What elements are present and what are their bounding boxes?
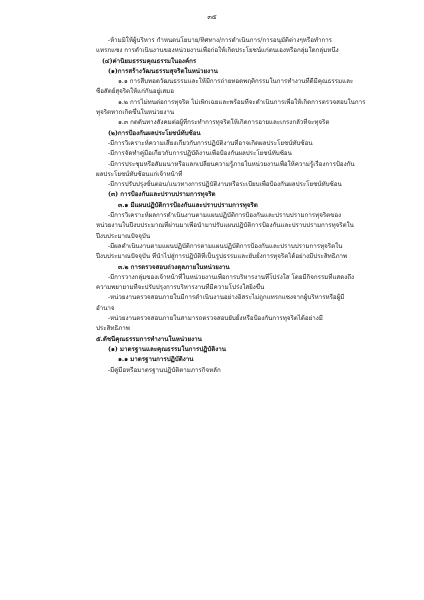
text-line: -มีคู่มือหรือมาตรฐานปฏิบัติตามภารกิจหลัก — [108, 366, 221, 374]
text-line: -ห้ามมิให้ผู้บริหาร กำหนดนโยบาย/ทิศทาง/การดำเนินการ/การอนุมัติต่างๆหรือทำการ — [108, 37, 333, 44]
text-line: -หน่วยงานตรวจสอบภายในสามารถตรวจสอบยับยั้งหรือป้องกันการทุจริตได้อย่างมี — [108, 315, 323, 323]
text-line: -มีการประชุมหรือสัมมนาหรือแลกเปลี่ยนความรู้ภายในหน่วยงานเพื่อให้ความรู้เรื่องการป้องกัน — [108, 160, 355, 168]
section-heading: (๓) การป้องกันและปราบปรามการทุจริต — [108, 191, 216, 199]
section-heading: (๑)การสร้างวัฒนธรรมสุจริตในหน่วยงาน — [108, 67, 218, 75]
text-line: -หน่วยงานตรวจสอบภายในมีการดำเนินงานอย่างอิสระไม่ถูกแทรกแซงจากผู้บริหารหรือผู้มี — [108, 294, 345, 302]
text-line: ๑.๒ การไม่ทนต่อการทุจริต ไม่เพิกเฉยและพร้อมที่จะดำเนินการเพื่อให้เกิดการตรวจสอบในการ — [118, 98, 366, 106]
text-line: ประสิทธิภาพ — [96, 325, 130, 333]
text-line: -มีการวิเคราะห์ผลการดำเนินงานตามแผนปฏิบัติการป้องกันและปราบปรามการทุจริตของ — [108, 212, 342, 220]
text-line: -มีผลดำเนินงานตามแผนปฏิบัติการตามแผนปฏิบัติการป้องกันและปราบปรามการทุจริตใน — [108, 242, 343, 250]
document-body — [96, 36, 396, 376]
section-heading: ๑.๑ มาตรฐานการปฏิบัติงาน — [118, 356, 194, 364]
section-heading: ๓.๑ มีแผนปฏิบัติการป้องกันและปราบปรามการทุจริต — [118, 201, 258, 209]
text-line: อำนาจ — [96, 304, 115, 312]
section-heading: (๔)ค่านิยมธรรมคุณธรรมในองค์กร — [102, 57, 197, 65]
text-line: ปีงบประมาณปัจจุบัน — [96, 232, 151, 240]
section-heading: ๓.๒ การตรวจสอบถ่วงดุลภายในหน่วยงาน — [118, 263, 230, 271]
text-line: ผลประโยชน์ทับซ้อนแก่เจ้าหน้าที่ — [96, 170, 183, 178]
text-line: ความพยายามที่จะปรับปรุงการบริหารงานที่มีความโปร่งใสยิ่งขึ้น — [96, 284, 265, 292]
text-line: แทรกแซง การดำเนินงานของหน่วยงานเพื่อก่อให้เกิดประโยชน์แก่ตนเองหรือกลุ่มใดกลุ่มหนึ่ง — [96, 47, 339, 55]
text-line: หน่วยงานในปีงบประมาณที่ผ่านมาเพื่อนำมาปรับแผนปฏิบัติการป้องกันและปราบปรามการทุจริตใน — [96, 222, 354, 230]
text-line: -มีการวางกลุ่มของเจ้าหน้าที่ในหน่วยงานเพื่อการบริหารงานที่โปร่งใส โดยมีกิจกรรมที่แสดงถึง — [108, 273, 355, 281]
text-line: ๑.๓ กดดันทางสังคมต่อผู้ที่กระทำการทุจริตให้เกิดการอายและเกรงกลัวที่จะทุจริต — [118, 119, 330, 127]
section-heading: (๑) มาตรฐานและคุณธรรมในการปฏิบัติงาน — [108, 345, 226, 353]
text-line: ทุจริตหากเกิดขึ้นในหน่วยงาน — [96, 109, 175, 117]
text-line: ๑.๑ การสืบทอดวัฒนธรรมและให้มีการถ่ายทอดพฤติกรรมในการทำงานที่ดีมีคุณธรรมและ — [118, 78, 354, 86]
section-heading: ๕.ดัชนีคุณธรรมการทำงานในหน่วยงาน — [96, 335, 202, 343]
text-line: -มีการปรับปรุงขั้นตอน/แนวทางการปฏิบัติงานหรือระเบียบเพื่อป้องกันผลประโยชน์ทับซ้อน — [108, 181, 342, 189]
text-line: ซื่อสัตย์สุจริตให้แก่กันอยู่เสมอ — [96, 88, 174, 96]
text-line: ปีงบประมาณปัจจุบัน ที่นำไปสู่การปฏิบัติที่เป็นรูปธรรมและยับยั้งการทุจริตได้อย่างมีประสิทธิภาพ — [96, 253, 348, 261]
section-heading: (๒)การป้องกันผลประโยชน์ทับซ้อน — [108, 129, 201, 137]
page-number: ๓๕ — [207, 13, 217, 21]
text-line: -มีการวิเคราะห์ความเสี่ยงเกี่ยวกับการปฏิบัติงานที่อาจเกิดผลประโยชน์ทับซ้อน — [108, 139, 313, 147]
text-line: -มีการจัดทำคู่มือเกี่ยวกับการปฏิบัติงานเพื่อป้องกันผลประโยชน์ทับซ้อน — [108, 150, 292, 158]
